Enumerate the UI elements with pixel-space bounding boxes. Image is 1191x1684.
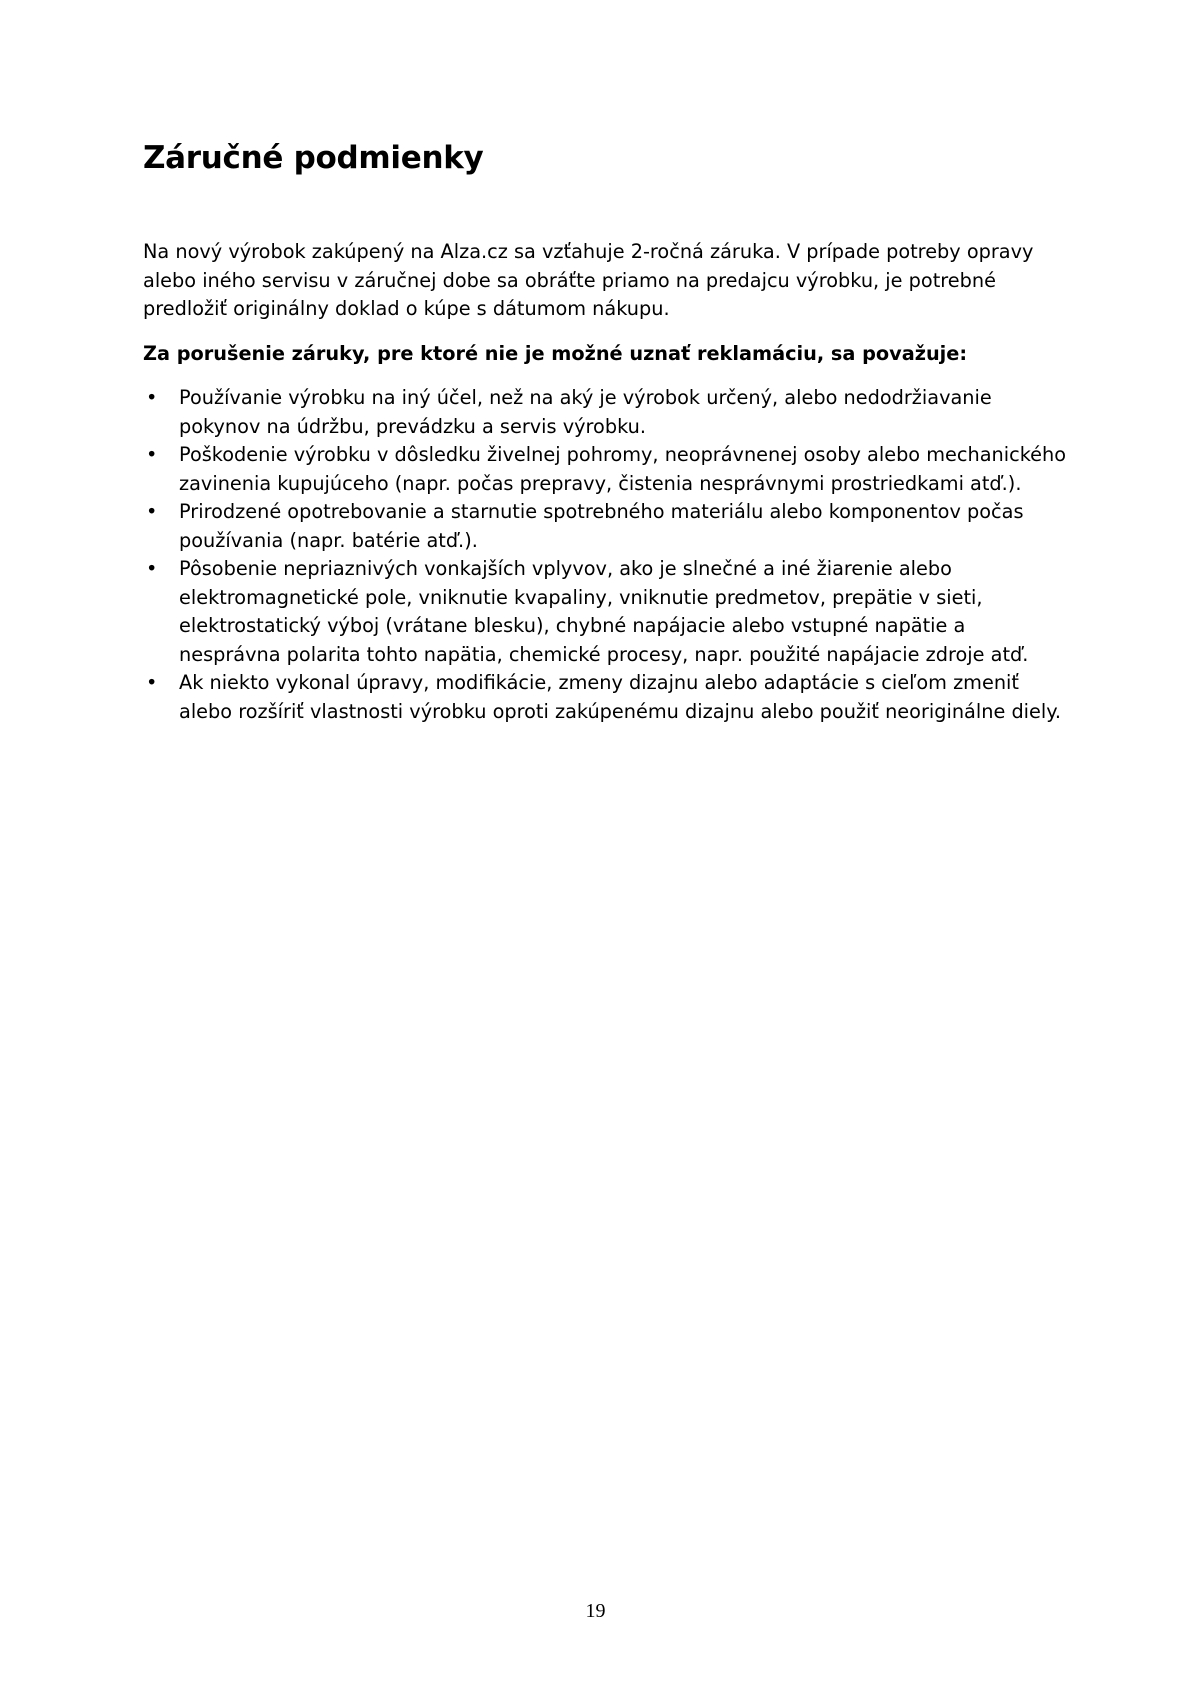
list-item-text: Poškodenie výrobku v dôsledku živelnej pohromy, neoprávnenej osoby alebo mechanického zavinenia kupujúceho (napr. počas prepravy, čistenia nesprávnymi prostriedkami atď.). bbox=[179, 443, 1067, 495]
list-item bbox=[143, 555, 1073, 669]
list-item bbox=[143, 498, 1073, 555]
list-item-text: Pôsobenie nepriaznivých vonkajších vplyvov, ako je slnečné a iné žiarenie alebo elektromagnetické pole, vniknutie kvapaliny, vniknutie predmetov, prepätie v sieti, elektrostatický výboj (vrátane blesku), chybné napájacie alebo vstupné napätie a nesprávna polarita tohto napätia, chemické procesy, napr. použité napájacie zdroje atď. bbox=[179, 557, 1029, 666]
bullet-icon: • bbox=[146, 671, 158, 694]
bullet-icon: • bbox=[146, 386, 158, 409]
warranty-exclusions-list bbox=[143, 384, 1073, 726]
warranty-exclusions-heading: Za porušenie záruky, pre ktoré nie je možné uznať reklamáciu, sa považuje: bbox=[143, 341, 968, 365]
list-item-text: Prirodzené opotrebovanie a starnutie spotrebného materiálu alebo komponentov počas používania (napr. batérie atď.). bbox=[179, 500, 1024, 552]
list-item bbox=[143, 441, 1073, 498]
bullet-icon: • bbox=[146, 557, 158, 580]
bullet-icon: • bbox=[146, 500, 158, 523]
document-body bbox=[143, 138, 1073, 726]
list-item-text: Ak niekto vykonal úpravy, modifikácie, zmeny dizajnu alebo adaptácie s cieľom zmeniť alebo rozšíriť vlastnosti výrobku oproti zakúpenému dizajnu alebo použiť neoriginálne diely. bbox=[179, 671, 1062, 723]
list-item bbox=[143, 384, 1073, 441]
page-number: 19 bbox=[585, 1600, 606, 1622]
list-item bbox=[143, 669, 1073, 726]
intro-paragraph: Na nový výrobok zakúpený na Alza.cz sa vzťahuje 2-ročná záruka. V prípade potreby opravy alebo iného servisu v záručnej dobe sa obráťte priamo na predajcu výrobku, je potrebné predložiť originálny doklad o kúpe s dátumom nákupu. bbox=[143, 240, 1034, 320]
list-item-text: Používanie výrobku na iný účel, než na aký je výrobok určený, alebo nedodržiavanie pokynov na údržbu, prevádzku a servis výrobku. bbox=[179, 386, 992, 438]
page-title: Záručné podmienky bbox=[143, 140, 484, 176]
bullet-icon: • bbox=[146, 443, 158, 466]
